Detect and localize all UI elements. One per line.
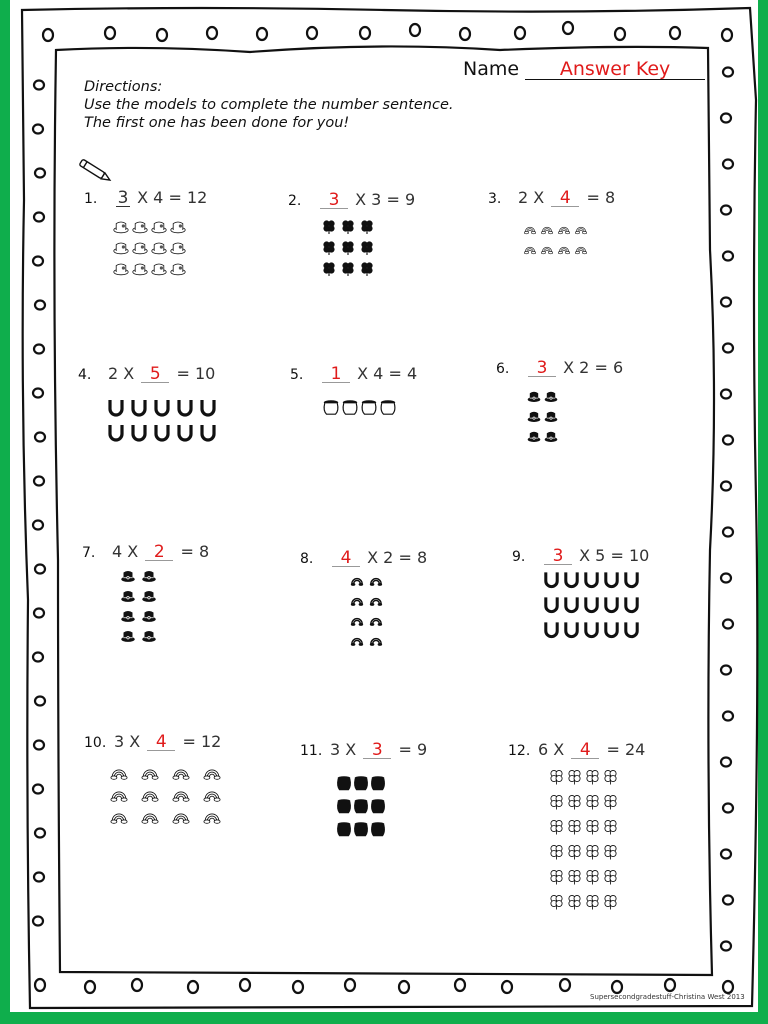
factor-a: 3 [330, 740, 341, 759]
clover-solid-icon [339, 239, 357, 259]
factor-b: 4 [153, 188, 164, 207]
answer-blank[interactable]: 4 [332, 550, 360, 567]
pot-of-gold-solid-icon [336, 820, 352, 842]
answer-blank[interactable]: 3 [544, 548, 572, 565]
product: 9 [416, 740, 428, 759]
array-model-10 [104, 764, 227, 829]
rainbow-solid-icon [367, 632, 385, 651]
hat-outline-icon [112, 239, 130, 259]
rainbow-outline-icon [573, 220, 589, 239]
hat-solid-icon [543, 388, 559, 407]
hat-solid-icon [543, 428, 559, 447]
rainbow-solid-icon [367, 612, 385, 631]
rainbow-outline-icon [135, 786, 165, 807]
rainbow-outline-icon [556, 240, 572, 259]
array-model-9 [542, 570, 641, 644]
answer-blank[interactable]: 1 [322, 366, 350, 383]
horseshoe-icon [542, 595, 561, 619]
clover-outline-icon [566, 841, 583, 865]
rainbow-outline-icon [539, 220, 555, 239]
equals-sign: = [594, 358, 608, 377]
horseshoe-icon [151, 423, 173, 447]
product: 8 [604, 188, 616, 207]
rainbow-solid-icon [367, 592, 385, 611]
problem-number: 9. [512, 549, 526, 565]
problem-8 [300, 548, 427, 567]
problem-3 [488, 188, 615, 207]
clover-solid-icon [358, 239, 376, 259]
times-sign: X [345, 740, 357, 759]
problem-9 [512, 546, 649, 565]
answer-blank[interactable]: 2 [145, 544, 173, 561]
equals-sign: = [586, 188, 600, 207]
array-model-3 [522, 220, 589, 259]
clover-outline-icon [584, 891, 601, 915]
answer-blank[interactable]: 4 [551, 190, 579, 207]
factor-b: 4 [373, 364, 384, 383]
clover-outline-icon [548, 816, 565, 840]
pot-of-gold-solid-icon [353, 774, 369, 796]
array-model-1 [112, 218, 187, 280]
hat-solid-icon [118, 608, 138, 627]
product: 8 [416, 548, 428, 567]
problem-4 [78, 364, 215, 383]
equals-sign: = [176, 364, 190, 383]
equals-sign: = [388, 364, 402, 383]
answer-blank[interactable]: 4 [571, 742, 599, 759]
product: 6 [612, 358, 624, 377]
pot-of-gold-solid-icon [353, 820, 369, 842]
product: 12 [200, 732, 222, 751]
hat-outline-icon [131, 260, 149, 280]
horseshoe-icon [105, 398, 127, 422]
hat-outline-icon [169, 218, 187, 238]
horseshoe-icon [602, 570, 621, 594]
product: 4 [406, 364, 418, 383]
times-sign: X [553, 740, 565, 759]
rainbow-solid-icon [348, 592, 366, 611]
factor-b: 2 [383, 548, 394, 567]
clover-outline-icon [584, 816, 601, 840]
factor-a: 3 [114, 732, 125, 751]
array-model-12 [548, 766, 619, 915]
hat-solid-icon [526, 428, 542, 447]
pot-of-gold-solid-icon [370, 820, 386, 842]
equals-sign: = [610, 546, 624, 565]
times-sign: X [127, 542, 139, 561]
problem-number: 2. [288, 193, 302, 209]
equals-sign: = [606, 740, 620, 759]
problem-7 [82, 542, 209, 561]
rainbow-solid-icon [348, 632, 366, 651]
hat-solid-icon [118, 568, 138, 587]
horseshoe-icon [128, 423, 150, 447]
clover-outline-icon [602, 816, 619, 840]
clover-outline-icon [584, 766, 601, 790]
equals-sign: = [386, 190, 400, 209]
rainbow-outline-icon [166, 764, 196, 785]
factor-a: 6 [538, 740, 549, 759]
array-model-7 [118, 568, 159, 647]
equals-sign: = [168, 188, 182, 207]
clover-solid-icon [358, 218, 376, 238]
clover-outline-icon [584, 841, 601, 865]
name-field [463, 58, 705, 80]
horseshoe-icon [542, 570, 561, 594]
problem-number: 4. [78, 367, 92, 383]
product: 10 [194, 364, 216, 383]
green-page-border-right [758, 0, 768, 1024]
rainbow-outline-icon [166, 808, 196, 829]
array-model-5 [322, 398, 397, 420]
horseshoe-icon [622, 620, 641, 644]
clover-solid-icon [320, 239, 338, 259]
rainbow-outline-icon [135, 764, 165, 785]
problem-number: 10. [84, 735, 107, 751]
pot-of-gold-solid-icon [336, 774, 352, 796]
horseshoe-icon [562, 595, 581, 619]
clover-outline-icon [548, 791, 565, 815]
problem-5 [290, 364, 417, 383]
rainbow-outline-icon [104, 808, 134, 829]
array-model-4 [105, 398, 219, 447]
directions-line-1: Use the models to complete the number sentence. [84, 97, 454, 113]
array-model-8 [348, 572, 385, 651]
clover-solid-icon [339, 218, 357, 238]
hat-solid-icon [139, 568, 159, 587]
horseshoe-icon [151, 398, 173, 422]
clover-solid-icon [320, 260, 338, 280]
horseshoe-icon [582, 620, 601, 644]
times-sign: X [123, 364, 135, 383]
rainbow-outline-icon [104, 786, 134, 807]
name-answer: Answer Key [525, 59, 705, 80]
horseshoe-icon [542, 620, 561, 644]
problem-12 [508, 740, 645, 759]
times-sign: X [533, 188, 545, 207]
problem-11 [300, 740, 427, 759]
product: 8 [198, 542, 210, 561]
clover-outline-icon [566, 791, 583, 815]
problem-6 [496, 358, 623, 377]
product: 24 [624, 740, 646, 759]
rainbow-outline-icon [556, 220, 572, 239]
clover-outline-icon [548, 891, 565, 915]
rainbow-outline-icon [573, 240, 589, 259]
times-sign: X [563, 358, 575, 377]
hat-outline-icon [112, 260, 130, 280]
clover-outline-icon [566, 891, 583, 915]
problem-number: 8. [300, 551, 314, 567]
horseshoe-icon [128, 398, 150, 422]
hat-outline-icon [150, 260, 168, 280]
pot-of-gold-solid-icon [353, 797, 369, 819]
pot-of-gold-solid-icon [336, 797, 352, 819]
hat-solid-icon [139, 628, 159, 647]
rainbow-outline-icon [522, 220, 538, 239]
product: 10 [628, 546, 650, 565]
clover-solid-icon [358, 260, 376, 280]
horseshoe-icon [174, 398, 196, 422]
factor-b: 3 [371, 190, 382, 209]
copyright-credit: Supersecondgradestuff-Christina West 2013 [590, 993, 745, 1001]
problem-number: 1. [84, 191, 98, 207]
rainbow-outline-icon [197, 786, 227, 807]
factor-a: 2 [108, 364, 119, 383]
clover-solid-icon [320, 218, 338, 238]
times-sign: X [357, 364, 369, 383]
problem-number: 5. [290, 367, 304, 383]
clover-outline-icon [602, 866, 619, 890]
clover-outline-icon [602, 841, 619, 865]
factor-a: 2 [518, 188, 529, 207]
problem-number: 3. [488, 191, 502, 207]
answer-blank[interactable]: 4 [147, 734, 175, 751]
pencil-icon [76, 158, 116, 186]
rainbow-solid-icon [348, 572, 366, 591]
clover-solid-icon [339, 260, 357, 280]
pot-of-gold-outline-icon [379, 398, 397, 420]
clover-outline-icon [584, 866, 601, 890]
hat-outline-icon [131, 218, 149, 238]
green-page-border-left [0, 0, 10, 1024]
hat-solid-icon [118, 588, 138, 607]
hat-solid-icon [526, 388, 542, 407]
clover-outline-icon [566, 866, 583, 890]
horseshoe-icon [602, 595, 621, 619]
clover-outline-icon [548, 766, 565, 790]
product: 12 [186, 188, 208, 207]
answer-blank[interactable]: 3 [528, 360, 556, 377]
array-model-2 [320, 218, 376, 280]
clover-outline-icon [584, 791, 601, 815]
hat-solid-icon [139, 588, 159, 607]
pot-of-gold-outline-icon [360, 398, 378, 420]
answer-blank[interactable]: 5 [141, 366, 169, 383]
equals-sign: = [182, 732, 196, 751]
problem-2 [288, 190, 415, 209]
times-sign: X [367, 548, 379, 567]
horseshoe-icon [582, 595, 601, 619]
equals-sign: = [398, 740, 412, 759]
factor-b: 2 [579, 358, 590, 377]
factor-b: 5 [595, 546, 606, 565]
problem-number: 6. [496, 361, 510, 377]
hat-solid-icon [139, 608, 159, 627]
problem-1 [84, 188, 207, 207]
horseshoe-icon [562, 570, 581, 594]
clover-outline-icon [566, 766, 583, 790]
times-sign: X [579, 546, 591, 565]
times-sign: X [129, 732, 141, 751]
horseshoe-icon [622, 570, 641, 594]
times-sign: X [137, 188, 149, 207]
rainbow-outline-icon [166, 786, 196, 807]
rainbow-outline-icon [197, 808, 227, 829]
rainbow-solid-icon [348, 612, 366, 631]
problem-number: 12. [508, 743, 531, 759]
directions-block [84, 78, 454, 132]
problem-10 [84, 732, 221, 751]
horseshoe-icon [105, 423, 127, 447]
clover-outline-icon [548, 866, 565, 890]
hat-outline-icon [131, 239, 149, 259]
horseshoe-icon [197, 423, 219, 447]
horseshoe-icon [174, 423, 196, 447]
hat-outline-icon [150, 218, 168, 238]
green-page-border-bottom [0, 1012, 768, 1024]
directions-line-2: The first one has been done for you! [84, 115, 350, 131]
rainbow-solid-icon [367, 572, 385, 591]
horseshoe-icon [562, 620, 581, 644]
clover-outline-icon [602, 766, 619, 790]
array-model-11 [336, 774, 386, 842]
hat-outline-icon [169, 239, 187, 259]
directions-title: Directions: [84, 79, 163, 95]
hat-outline-icon [150, 239, 168, 259]
rainbow-outline-icon [197, 764, 227, 785]
hat-solid-icon [526, 408, 542, 427]
horseshoe-icon [602, 620, 621, 644]
equals-sign: = [398, 548, 412, 567]
rainbow-outline-icon [522, 240, 538, 259]
answer-blank[interactable]: 3 [320, 192, 348, 209]
factor-a: 4 [112, 542, 123, 561]
problem-number: 7. [82, 545, 96, 561]
clover-outline-icon [602, 791, 619, 815]
hat-outline-icon [112, 218, 130, 238]
clover-outline-icon [602, 891, 619, 915]
hat-solid-icon [543, 408, 559, 427]
pot-of-gold-solid-icon [370, 774, 386, 796]
times-sign: X [355, 190, 367, 209]
name-label: Name [463, 58, 520, 80]
array-model-6 [526, 388, 559, 447]
pot-of-gold-outline-icon [341, 398, 359, 420]
pot-of-gold-outline-icon [322, 398, 340, 420]
answer-blank[interactable]: 3 [117, 188, 129, 208]
clover-outline-icon [548, 841, 565, 865]
product: 9 [404, 190, 416, 209]
pot-of-gold-solid-icon [370, 797, 386, 819]
horseshoe-icon [197, 398, 219, 422]
rainbow-outline-icon [539, 240, 555, 259]
rainbow-outline-icon [104, 764, 134, 785]
equals-sign: = [180, 542, 194, 561]
hat-solid-icon [118, 628, 138, 647]
problem-number: 11. [300, 743, 323, 759]
horseshoe-icon [582, 570, 601, 594]
horseshoe-icon [622, 595, 641, 619]
answer-blank[interactable]: 3 [363, 742, 391, 759]
rainbow-outline-icon [135, 808, 165, 829]
hat-outline-icon [169, 260, 187, 280]
clover-outline-icon [566, 816, 583, 840]
